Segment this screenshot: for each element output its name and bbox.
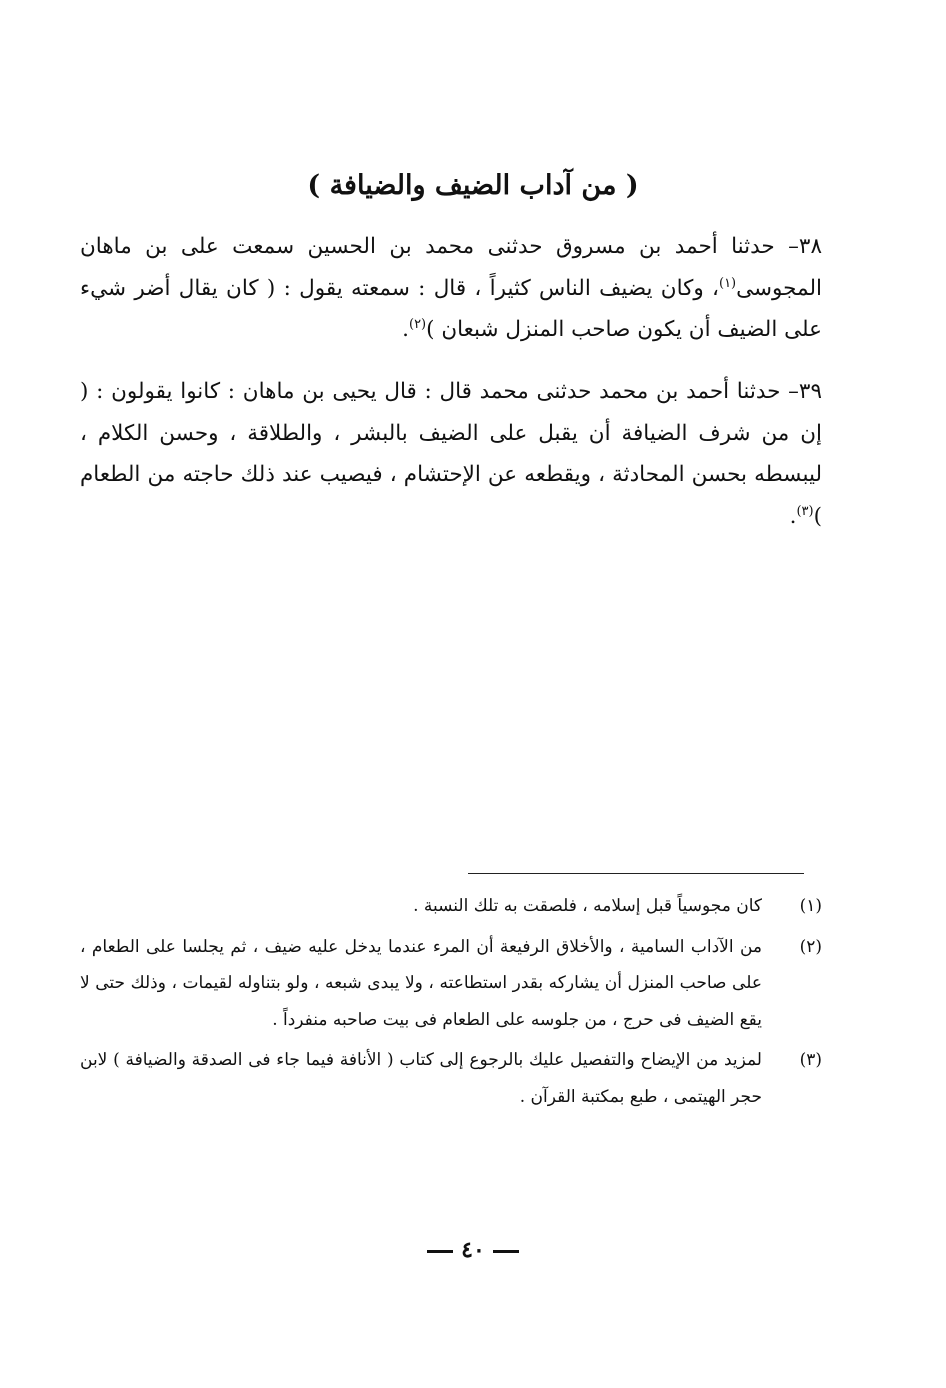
- footnote-number: (٣): [799, 1050, 822, 1070]
- paragraph-text: ، وكان يضيف الناس كثيراً ، قال : سمعته يقول : ( كان يقال أضر شيء على الضيف أن يكون صاحب المنزل شبعان ): [80, 275, 822, 342]
- page-number-dash: [427, 1250, 453, 1253]
- footnote-ref-3: (٣): [796, 503, 814, 519]
- footnote-text: لمزيد من الإيضاح والتفصيل عليك بالرجوع إلى كتاب ( الأنافة فيما جاء فى الصدقة والضيافة ) لابن حجر الهيتمى ، طبع بمكتبة القرآن .: [80, 1050, 762, 1107]
- footnote-text: كان مجوسياً قبل إسلامه ، فلصقت به تلك النسبة .: [413, 896, 762, 916]
- footnote-number: (٢): [799, 936, 822, 957]
- hadith-paragraph-38: [80, 226, 822, 351]
- footnote-item: [80, 929, 822, 1039]
- paragraph-end: .: [789, 503, 797, 529]
- footnote-separator: [468, 873, 804, 874]
- hadith-paragraph-39: [80, 371, 822, 537]
- footnote-item: [80, 888, 822, 925]
- footnote-item: [80, 1042, 822, 1115]
- page-number-dash: [493, 1250, 519, 1253]
- paragraph-end: .: [402, 317, 409, 342]
- paragraph-text: ٣٩– حدثنا أحمد بن محمد حدثنى محمد قال : قال يحيى بن ماهان : كانوا يقولون : ( إن من شرف الضيافة أن يقبل على الضيف بالبشر ، والطلاقة ، وحسن الكلام ، ليبسطه بحسن المحادثة ، ويقطعه عن الإحتشام ، فيصيب عند ذلك حاجته من الطعام ): [80, 379, 822, 529]
- page-number: [0, 1230, 946, 1270]
- section-heading: ( من آداب الضيف والضيافة ): [307, 170, 639, 201]
- footnote-ref-2: (٢): [408, 316, 427, 332]
- page-number-value: ٤٠: [461, 1237, 485, 1263]
- footnote-ref-1: (١): [718, 275, 737, 291]
- footnotes-list: [80, 888, 822, 1119]
- paragraph-text: ٣٨– حدثنا أحمد بن مسروق حدثنى محمد بن الحسين سمعت على بن ماهان المجوسى: [80, 234, 822, 301]
- footnote-text: من الآداب السامية ، والأخلاق الرفيعة أن المرء عندما يدخل عليه ضيف ، ثم يجلسا على الطعام ، على صاحب المنزل أن يشاركه بقدر استطاعته ، ولا يبدى شبعه ، ولو بتناوله لقيمات ، وذلك حتى لا يقع الضيف فى حرج ، من جلوسه على الطعام فى بيت صاحبه منفرداً .: [80, 936, 762, 1030]
- footnote-number: (١): [799, 896, 822, 916]
